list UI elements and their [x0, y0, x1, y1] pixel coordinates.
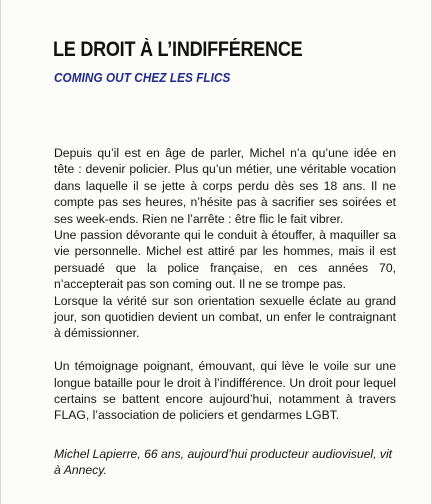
- author-bio: Michel Lapierre, 66 ans, aujourd’hui producteur audiovisuel, vit à Annecy.: [54, 447, 393, 478]
- blurb-paragraph: Lorsque la vérité sur son orientation sexuelle éclate au grand jour, son quotidien devient un combat, un enfer le contraignant à démissionner.: [54, 293, 396, 341]
- book-subtitle: COMING OUT CHEZ LES FLICS: [54, 70, 231, 85]
- blurb-paragraph: Depuis qu’il est en âge de parler, Michel n’a qu’une idée en tête : devenir policier. Plus qu’un métier, une véritable vocation dans laquelle il se jette à corps perdu dès ses 18 ans. Il ne compte pas ses heures, n’hésite pas à sacrifier ses soirées et ses week-ends. Rien ne l’arrête : être flic le fait vibrer.: [54, 146, 396, 226]
- blurb-paragraph: Une passion dévorante qui le conduit à étouffer, à maquiller sa vie personnelle. Michel est attiré par les hommes, mais il est persuadé que la police française, en ces années 70, n’accepterait pas son coming out. Il ne se trompe pas.: [54, 228, 396, 292]
- book-title: LE DROIT À L’INDIFFÉRENCE: [53, 38, 303, 61]
- blurb-text: [54, 145, 396, 424]
- blurb-paragraph: Un témoignage poignant, émouvant, qui lève le voile sur une longue bataille pour le droit à l’indifférence. Un droit pour lequel certains se battent encore aujourd’hui, notamment à travers FLAG, l’association de policiers et gendarmes LGBT.: [54, 359, 396, 423]
